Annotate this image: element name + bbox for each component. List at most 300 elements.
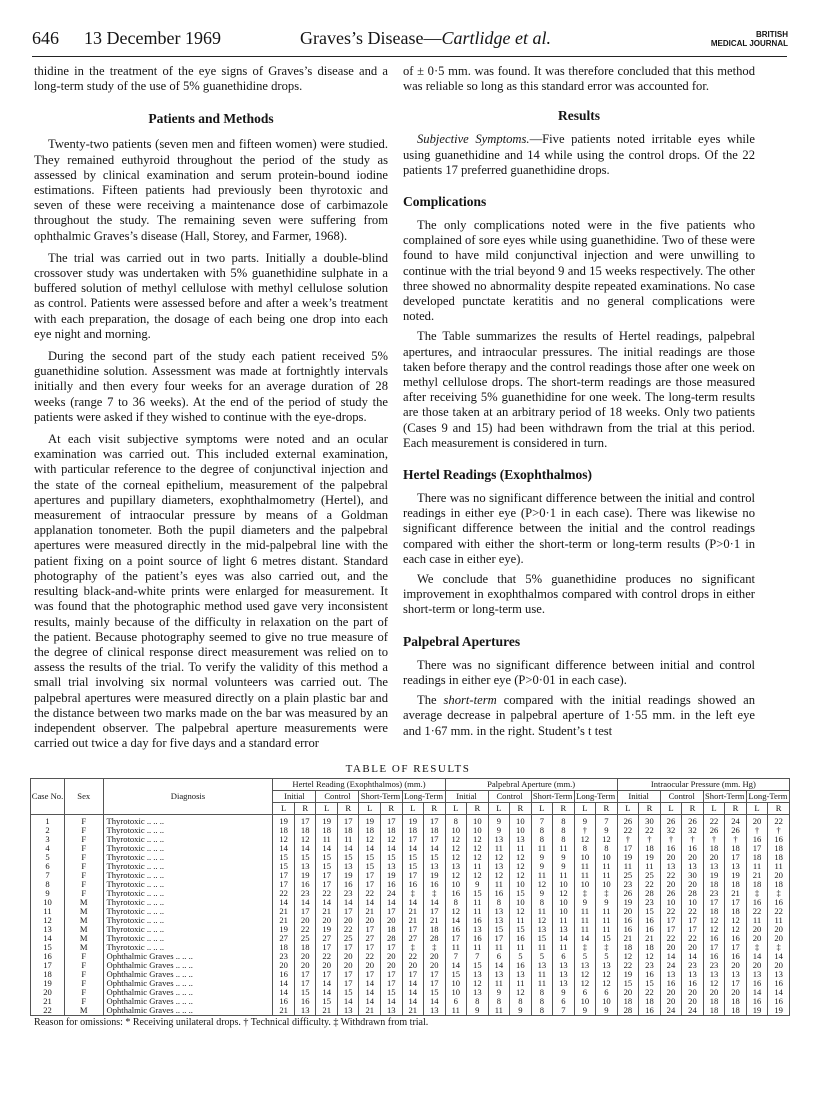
- table-cell: 21: [424, 916, 446, 925]
- table-cell: 17: [316, 943, 338, 952]
- eye-header-cell: R: [337, 803, 359, 815]
- table-cell: 11: [768, 916, 790, 925]
- table-cell: 9: [31, 889, 65, 898]
- table-cell: 8: [574, 844, 596, 853]
- subheader-cell: Control: [660, 791, 703, 803]
- table-cell: F: [64, 961, 103, 970]
- table-cell: 11: [574, 916, 596, 925]
- table-cell: Thyrotoxic .. .. ..: [103, 826, 273, 835]
- table-cell: 21: [746, 871, 768, 880]
- table-cell: 16: [273, 970, 295, 979]
- table-cell: 14: [316, 844, 338, 853]
- subheader-cell: Long-Term: [574, 791, 617, 803]
- header-rule: [32, 56, 787, 57]
- table-cell: Thyrotoxic .. .. ..: [103, 889, 273, 898]
- table-cell: 10: [510, 826, 532, 835]
- table-cell: 12: [639, 952, 661, 961]
- subheader-cell: Long-Term: [402, 791, 445, 803]
- table-cell: 20: [660, 853, 682, 862]
- table-cell: 9: [553, 988, 575, 997]
- table-cell: 12: [596, 835, 618, 844]
- table-cell: 10: [445, 826, 467, 835]
- table-cell: 14: [402, 844, 424, 853]
- table-cell: 20: [682, 997, 704, 1006]
- paragraph: We conclude that 5% guanethidine produces no significant improvement in exophthalmos compared with control drops in either short-term or long-term use.: [403, 572, 755, 617]
- table-cell: 15: [337, 853, 359, 862]
- table-cell: 8: [553, 815, 575, 827]
- table-cell: 11: [488, 844, 510, 853]
- table-cell: M: [64, 916, 103, 925]
- table-cell: 14: [31, 934, 65, 943]
- table-cell: 13: [531, 925, 553, 934]
- table-cell: 18: [703, 880, 725, 889]
- table-cell: 16: [639, 970, 661, 979]
- table-cell: 17: [424, 979, 446, 988]
- table-cell: 18: [337, 826, 359, 835]
- results-table-wrapper: [30, 778, 790, 1015]
- table-cell: 20: [294, 952, 316, 961]
- table-cell: 14: [402, 997, 424, 1006]
- table-cell: 6: [445, 997, 467, 1006]
- table-cell: 20: [725, 988, 747, 997]
- table-cell: 15: [359, 853, 381, 862]
- table-cell: 18: [316, 826, 338, 835]
- table-cell: 22: [359, 889, 381, 898]
- table-cell: 7: [553, 1006, 575, 1016]
- table-cell: 8: [531, 898, 553, 907]
- table-cell: 12: [488, 871, 510, 880]
- table-cell: 22: [316, 952, 338, 961]
- table-cell: †: [703, 835, 725, 844]
- table-cell: F: [64, 889, 103, 898]
- table-cell: 20: [746, 961, 768, 970]
- table-cell: 15: [467, 961, 489, 970]
- table-cell: 14: [660, 952, 682, 961]
- table-cell: 10: [445, 988, 467, 997]
- table-cell: 20: [381, 952, 403, 961]
- table-cell: 17: [725, 853, 747, 862]
- table-cell: 18: [31, 970, 65, 979]
- table-cell: 17: [337, 943, 359, 952]
- table-cell: 26: [617, 815, 639, 827]
- table-cell: 13: [703, 970, 725, 979]
- table-cell: 10: [553, 898, 575, 907]
- table-cell: 13: [510, 970, 532, 979]
- table-cell: 13: [31, 925, 65, 934]
- col-sex: Sex: [64, 779, 103, 815]
- table-cell: 22: [294, 925, 316, 934]
- table-cell: 5: [31, 853, 65, 862]
- table-cell: 19: [402, 815, 424, 827]
- continuation: of ± 0·5 mm. was found. It was therefore concluded that this method was reliable so long as this standard error was accounted for.: [403, 64, 755, 94]
- table-cell: 25: [617, 871, 639, 880]
- table-cell: F: [64, 997, 103, 1006]
- table-cell: 9: [531, 862, 553, 871]
- table-cell: 22: [337, 925, 359, 934]
- table-cell: 16: [768, 979, 790, 988]
- table-cell: 21: [402, 907, 424, 916]
- table-cell: 20: [660, 880, 682, 889]
- table-cell: 20: [617, 907, 639, 916]
- eye-header-cell: L: [660, 803, 682, 815]
- table-cell: 10: [31, 898, 65, 907]
- table-cell: 22: [639, 880, 661, 889]
- table-cell: 9: [574, 898, 596, 907]
- table-cell: 9: [488, 826, 510, 835]
- table-cell: 14: [316, 898, 338, 907]
- table-cell: 23: [639, 961, 661, 970]
- table-cell: 12: [510, 907, 532, 916]
- eye-header-cell: L: [445, 803, 467, 815]
- running-title-text: Graves’s Disease—: [300, 28, 442, 48]
- table-cell: 10: [596, 997, 618, 1006]
- table-cell: 16: [381, 880, 403, 889]
- table-cell: M: [64, 907, 103, 916]
- table-cell: 26: [682, 815, 704, 827]
- table-cell: 11: [553, 943, 575, 952]
- table-cell: 11: [316, 835, 338, 844]
- table-cell: 19: [639, 853, 661, 862]
- table-cell: 27: [273, 934, 295, 943]
- table-cell: 12: [617, 952, 639, 961]
- table-cell: 22: [639, 826, 661, 835]
- table-row: [31, 1006, 790, 1016]
- table-cell: 17: [703, 898, 725, 907]
- table-cell: 12: [510, 871, 532, 880]
- table-cell: 13: [596, 961, 618, 970]
- table-cell: 15: [445, 970, 467, 979]
- table-cell: 20: [746, 925, 768, 934]
- table-cell: F: [64, 880, 103, 889]
- table-cell: 11: [553, 844, 575, 853]
- table-cell: 5: [510, 952, 532, 961]
- table-cell: 16: [746, 979, 768, 988]
- table-cell: 7: [467, 952, 489, 961]
- table-cell: 22: [359, 952, 381, 961]
- table-cell: 6: [488, 952, 510, 961]
- table-cell: 14: [337, 997, 359, 1006]
- table-cell: Thyrotoxic .. .. ..: [103, 907, 273, 916]
- table-cell: 18: [768, 880, 790, 889]
- table-cell: 13: [660, 970, 682, 979]
- table-cell: Thyrotoxic .. .. ..: [103, 844, 273, 853]
- table-cell: Thyrotoxic .. .. ..: [103, 925, 273, 934]
- table-cell: 22: [660, 871, 682, 880]
- table-cell: 9: [596, 1006, 618, 1016]
- paragraph: At each visit subjective symptoms were noted and an ocular examination was carried out. This included external examination, with particular reference to the degree of conjunctival injection and the state of the corneal epithelium, measurement of the palpebral apertures and pupillary diameters, exophthalmometry (Hertel), and measurement of intraocular pressure by means of a Goldman applanation tonometer. Both the pupil diameters and the palpebral apertures were measured directly in the mid-palpebral line with the patient fixing on a point source of light 6 metres distant. Standard photography of the patient’s eyes was also carried out, and the resulting black-and-white prints were enlarged for measurement. It was found that the photographic method used gave very inconsistent results, mainly because of the difficulty in relaxation on the part of the patient. Because photography seemed to give no true measure of the degree of clinical response direct measurement was relied on to assess the results of the trial. To verify the validity of this method a small trial involving six normal volunteers was carried out. The palpebral apertures were measured directly on a plain plastic bar and the distance between two marks made on the bar was measured by an independent observer. The palpebral aperture measurements were carried out twice a day for five days and a standard error: [34, 432, 388, 751]
- table-cell: 13: [553, 979, 575, 988]
- table-cell: ‡: [424, 943, 446, 952]
- table-cell: 17: [682, 916, 704, 925]
- table-cell: 21: [639, 934, 661, 943]
- table-cell: 15: [424, 853, 446, 862]
- table-cell: 24: [660, 1006, 682, 1016]
- table-cell: 8: [531, 826, 553, 835]
- table-cell: 8: [553, 835, 575, 844]
- table-cell: 21: [273, 1006, 295, 1016]
- table-cell: 19: [725, 871, 747, 880]
- table-cell: 13: [424, 1006, 446, 1016]
- table-cell: 19: [381, 871, 403, 880]
- table-cell: 13: [725, 970, 747, 979]
- table-cell: 20: [337, 961, 359, 970]
- table-cell: 15: [531, 934, 553, 943]
- table-cell: 20: [294, 916, 316, 925]
- eye-header-cell: L: [617, 803, 639, 815]
- table-cell: 26: [703, 826, 725, 835]
- table-cell: 9: [510, 1006, 532, 1016]
- table-cell: 12: [531, 916, 553, 925]
- table-cell: 18: [725, 907, 747, 916]
- table-cell: 20: [402, 961, 424, 970]
- table-cell: 17: [359, 871, 381, 880]
- table-cell: ‡: [596, 943, 618, 952]
- table-cell: 20: [617, 988, 639, 997]
- table-cell: 12: [31, 916, 65, 925]
- table-cell: 24: [381, 889, 403, 898]
- table-cell: 22: [402, 952, 424, 961]
- table-cell: ‡: [596, 889, 618, 898]
- table-cell: 11: [574, 925, 596, 934]
- table-cell: 8: [531, 835, 553, 844]
- table-cell: 17: [424, 970, 446, 979]
- table-cell: 16: [617, 925, 639, 934]
- table-cell: 11: [445, 943, 467, 952]
- table-cell: 15: [294, 853, 316, 862]
- table-cell: 20: [682, 853, 704, 862]
- table-cell: 12: [574, 979, 596, 988]
- table-cell: 20: [660, 988, 682, 997]
- table-cell: 8: [510, 997, 532, 1006]
- table-cell: Thyrotoxic .. .. ..: [103, 880, 273, 889]
- table-cell: 16: [746, 835, 768, 844]
- col-diagnosis: Diagnosis: [103, 779, 273, 815]
- table-cell: 20: [703, 853, 725, 862]
- table-cell: 11: [617, 862, 639, 871]
- table-cell: 17: [359, 925, 381, 934]
- table-cell: 13: [467, 970, 489, 979]
- table-cell: 28: [424, 934, 446, 943]
- table-cell: 15: [359, 862, 381, 871]
- table-cell: 23: [337, 889, 359, 898]
- table-cell: 16: [402, 880, 424, 889]
- table-cell: 17: [381, 815, 403, 827]
- table-cell: 15: [381, 988, 403, 997]
- table-cell: 10: [660, 898, 682, 907]
- table-footnote: Reason for omissions: * Receiving unilateral drops. † Technical difficulty. ‡ Withdrawn from trial.: [34, 1017, 429, 1028]
- table-cell: 12: [467, 835, 489, 844]
- eye-header-cell: L: [574, 803, 596, 815]
- table-cell: 17: [402, 925, 424, 934]
- table-cell: 16: [768, 997, 790, 1006]
- subheader-cell: Initial: [617, 791, 660, 803]
- table-cell: 16: [768, 898, 790, 907]
- table-cell: 19: [768, 1006, 790, 1016]
- table-cell: 20: [703, 988, 725, 997]
- issue-date: 13 December 1969: [84, 28, 221, 48]
- table-cell: 18: [617, 943, 639, 952]
- table-cell: 16: [337, 880, 359, 889]
- table-cell: 12: [703, 916, 725, 925]
- table-cell: 17: [488, 934, 510, 943]
- table-cell: 18: [746, 853, 768, 862]
- table-cell: 6: [553, 952, 575, 961]
- table-cell: 22: [768, 907, 790, 916]
- table-cell: 14: [402, 979, 424, 988]
- table-cell: 16: [424, 880, 446, 889]
- table-cell: 22: [768, 815, 790, 827]
- table-cell: 17: [725, 979, 747, 988]
- eye-header-cell: L: [531, 803, 553, 815]
- table-cell: F: [64, 853, 103, 862]
- table-cell: 15: [273, 853, 295, 862]
- table-cell: 10: [510, 898, 532, 907]
- table-cell: 19: [617, 970, 639, 979]
- table-cell: 10: [510, 815, 532, 827]
- table-cell: 18: [294, 943, 316, 952]
- table-cell: 27: [359, 934, 381, 943]
- table-cell: 13: [682, 862, 704, 871]
- table-cell: 13: [553, 970, 575, 979]
- table-cell: 18: [746, 880, 768, 889]
- table-cell: 12: [467, 844, 489, 853]
- table-cell: 20: [682, 943, 704, 952]
- table-cell: 15: [316, 997, 338, 1006]
- table-cell: 13: [488, 862, 510, 871]
- table-cell: 9: [574, 815, 596, 827]
- table-cell: 11: [574, 862, 596, 871]
- table-cell: 10: [596, 880, 618, 889]
- table-cell: 20: [424, 952, 446, 961]
- table-cell: 21: [402, 1006, 424, 1016]
- table-cell: 21: [359, 1006, 381, 1016]
- table-cell: M: [64, 943, 103, 952]
- table-cell: 8: [531, 1006, 553, 1016]
- table-cell: 15: [510, 889, 532, 898]
- table-cell: F: [64, 952, 103, 961]
- eye-header-cell: R: [553, 803, 575, 815]
- table-cell: 11: [596, 907, 618, 916]
- table-cell: 8: [445, 815, 467, 827]
- table-cell: F: [64, 979, 103, 988]
- table-cell: 9: [553, 862, 575, 871]
- table-cell: 17: [660, 925, 682, 934]
- table-cell: 17: [294, 815, 316, 827]
- table-cell: 14: [746, 952, 768, 961]
- table-cell: 28: [617, 1006, 639, 1016]
- table-cell: 13: [488, 970, 510, 979]
- table-cell: 16: [703, 952, 725, 961]
- table-cell: 11: [488, 979, 510, 988]
- table-cell: 21: [725, 889, 747, 898]
- subheader-cell: Short-Term: [532, 791, 573, 801]
- table-cell: 3: [31, 835, 65, 844]
- table-cell: 16: [725, 934, 747, 943]
- table-cell: 11: [746, 916, 768, 925]
- table-cell: 14: [337, 844, 359, 853]
- table-cell: 9: [488, 815, 510, 827]
- table-cell: ‡: [746, 943, 768, 952]
- table-cell: 10: [553, 880, 575, 889]
- palp-italic: short-term: [443, 693, 497, 708]
- table-cell: ‡: [768, 943, 790, 952]
- table-cell: 20: [359, 961, 381, 970]
- table-cell: 12: [574, 835, 596, 844]
- table-cell: 13: [337, 862, 359, 871]
- table-cell: 14: [768, 988, 790, 997]
- table-cell: 17: [660, 916, 682, 925]
- table-cell: Ophthalmic Graves .. .. ..: [103, 1006, 273, 1016]
- heading-hertel: Hertel Readings (Exophthalmos): [403, 467, 592, 483]
- table-cell: 14: [682, 952, 704, 961]
- col-case: Case No.: [31, 779, 65, 815]
- table-cell: 18: [424, 826, 446, 835]
- table-cell: 11: [574, 907, 596, 916]
- table-cell: 17: [381, 979, 403, 988]
- table-cell: 2: [31, 826, 65, 835]
- heading-complications: Complications: [403, 194, 487, 210]
- table-cell: 11: [337, 835, 359, 844]
- eye-header-cell: R: [510, 803, 532, 815]
- table-cell: 17: [273, 871, 295, 880]
- table-cell: Thyrotoxic .. .. ..: [103, 853, 273, 862]
- eye-header-cell: R: [725, 803, 747, 815]
- table-cell: 9: [488, 988, 510, 997]
- table-cell: 10: [445, 880, 467, 889]
- table-cell: 14: [381, 898, 403, 907]
- table-cell: 32: [660, 826, 682, 835]
- table-cell: 22: [639, 988, 661, 997]
- table-cell: 16: [768, 835, 790, 844]
- table-cell: 20: [294, 961, 316, 970]
- table-cell: 15: [31, 943, 65, 952]
- table-cell: 12: [725, 916, 747, 925]
- table-cell: 23: [703, 961, 725, 970]
- table-cell: 11: [531, 844, 553, 853]
- table-cell: 11: [510, 844, 532, 853]
- table-cell: 7: [445, 952, 467, 961]
- table-cell: 17: [294, 979, 316, 988]
- eye-header-cell: R: [768, 803, 790, 815]
- group-iop: Intraocular Pressure (mm. Hg): [617, 779, 789, 791]
- table-cell: 8: [445, 898, 467, 907]
- table-cell: 15: [596, 934, 618, 943]
- table-cell: 18: [381, 925, 403, 934]
- table-cell: 26: [617, 889, 639, 898]
- table-cell: Ophthalmic Graves .. .. ..: [103, 952, 273, 961]
- table-cell: 12: [574, 970, 596, 979]
- table-cell: 11: [467, 898, 489, 907]
- table-cell: Thyrotoxic .. .. ..: [103, 943, 273, 952]
- table-cell: 16: [467, 916, 489, 925]
- table-cell: 19: [617, 898, 639, 907]
- table-cell: 18: [273, 943, 295, 952]
- table-cell: 22: [703, 815, 725, 827]
- table-cell: 20: [359, 916, 381, 925]
- table-cell: 6: [574, 988, 596, 997]
- table-cell: 12: [273, 835, 295, 844]
- table-cell: 17: [725, 943, 747, 952]
- table-cell: 12: [510, 862, 532, 871]
- table-cell: 10: [510, 880, 532, 889]
- subheader-cell: Short-Term: [705, 791, 745, 801]
- table-cell: 11: [488, 943, 510, 952]
- table-cell: 20: [337, 952, 359, 961]
- palp-text-b: compared with the initial readings showed an average decrease in palpebral aperture of 1·55 mm. in the left eye and 1·67 mm. in the right. Student’s t test: [403, 693, 756, 738]
- running-title: [300, 28, 551, 49]
- table-cell: 14: [316, 979, 338, 988]
- table-cell: 16: [746, 997, 768, 1006]
